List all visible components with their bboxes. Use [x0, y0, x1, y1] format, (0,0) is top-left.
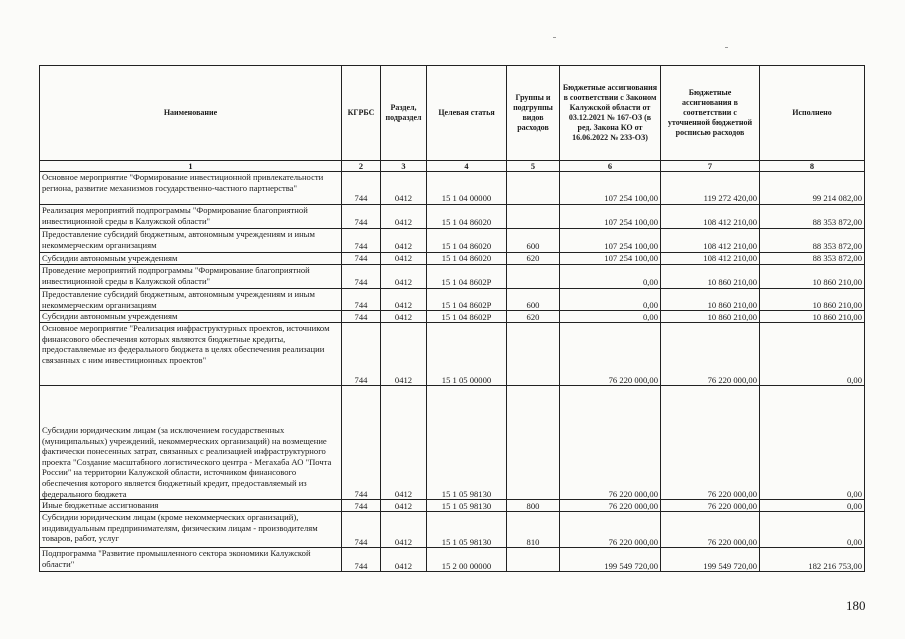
row-refined: 10 860 210,00 — [661, 265, 760, 289]
row-executed: 88 353 872,00 — [760, 229, 865, 253]
row-name: Подпрограмма "Развитие промышленного сектора экономики Калужской области" — [40, 548, 342, 572]
header-name: Наименование — [40, 66, 342, 161]
table-row — [40, 386, 865, 500]
row-section: 0412 — [381, 512, 427, 548]
column-number-row — [40, 161, 865, 172]
row-executed: 99 214 082,00 — [760, 172, 865, 205]
row-refined: 108 412 210,00 — [661, 229, 760, 253]
row-section: 0412 — [381, 548, 427, 572]
row-kgrbs: 744 — [342, 229, 381, 253]
row-kgrbs: 744 — [342, 289, 381, 311]
row-group — [507, 265, 560, 289]
row-kgrbs: 744 — [342, 311, 381, 323]
row-section: 0412 — [381, 229, 427, 253]
row-section: 0412 — [381, 386, 427, 500]
row-executed: 182 216 753,00 — [760, 548, 865, 572]
column-number: 1 — [40, 161, 342, 172]
row-target: 15 1 04 8602Р — [427, 289, 507, 311]
row-refined: 119 272 420,00 — [661, 172, 760, 205]
row-kgrbs: 744 — [342, 265, 381, 289]
row-group: 800 — [507, 500, 560, 512]
row-name: Предоставление субсидий бюджетным, автономным учреждениям и иным некоммерческим организациям — [40, 229, 342, 253]
row-group: 600 — [507, 229, 560, 253]
row-target: 15 1 04 86020 — [427, 253, 507, 265]
column-number: 2 — [342, 161, 381, 172]
header-row — [40, 66, 865, 161]
row-name: Субсидии автономным учреждениям — [40, 311, 342, 323]
row-group: 620 — [507, 253, 560, 265]
row-target: 15 1 04 00000 — [427, 172, 507, 205]
row-target: 15 1 05 98130 — [427, 500, 507, 512]
row-executed: 0,00 — [760, 386, 865, 500]
row-target: 15 1 04 86020 — [427, 205, 507, 229]
row-executed: 0,00 — [760, 323, 865, 386]
row-law: 76 220 000,00 — [560, 323, 661, 386]
row-law: 0,00 — [560, 265, 661, 289]
column-number: 8 — [760, 161, 865, 172]
row-section: 0412 — [381, 289, 427, 311]
header-section: Раздел, подраздел — [381, 66, 427, 161]
row-group — [507, 323, 560, 386]
row-executed: 10 860 210,00 — [760, 311, 865, 323]
row-name: Основное мероприятие "Формирование инвестиционной привлекательности региона, развитие механизмов государственно-частного партнерства" — [40, 172, 342, 205]
row-group — [507, 172, 560, 205]
row-refined: 76 220 000,00 — [661, 500, 760, 512]
row-group: 620 — [507, 311, 560, 323]
row-kgrbs: 744 — [342, 172, 381, 205]
column-number: 6 — [560, 161, 661, 172]
header-groups: Группы и подгруппы видов расходов — [507, 66, 560, 161]
row-law: 199 549 720,00 — [560, 548, 661, 572]
column-number: 7 — [661, 161, 760, 172]
row-refined: 76 220 000,00 — [661, 323, 760, 386]
column-number: 3 — [381, 161, 427, 172]
row-law: 0,00 — [560, 289, 661, 311]
row-name: Реализация мероприятий подпрограммы "Формирование благоприятной инвестиционной среды в Калужской области" — [40, 205, 342, 229]
row-section: 0412 — [381, 323, 427, 386]
header-law: Бюджетные ассигнования в соответствии с Законом Калужской области от 03.12.2021 № 167-ОЗ (в ред. Закона КО от 16.06.2022 № 233-ОЗ) — [560, 66, 661, 161]
row-name: Основное мероприятие "Реализация инфраструктурных проектов, источником финансового обеспечения которых являются бюджетные кредиты, предоставляемые из федерального бюджета в целях обеспечения реализации связанных с ним инвестиционных проектов" — [40, 323, 342, 386]
row-kgrbs: 744 — [342, 323, 381, 386]
table-row — [40, 512, 865, 548]
row-executed: 0,00 — [760, 512, 865, 548]
row-section: 0412 — [381, 172, 427, 205]
table-row — [40, 172, 865, 205]
row-section: 0412 — [381, 265, 427, 289]
row-refined: 10 860 210,00 — [661, 311, 760, 323]
header-target: Целевая статья — [427, 66, 507, 161]
row-target: 15 1 05 98130 — [427, 512, 507, 548]
row-target: 15 2 00 00000 — [427, 548, 507, 572]
budget-table — [39, 65, 865, 572]
row-law: 107 254 100,00 — [560, 172, 661, 205]
scan-mark — [553, 37, 556, 38]
scan-mark — [725, 47, 728, 48]
row-law: 107 254 100,00 — [560, 229, 661, 253]
row-section: 0412 — [381, 500, 427, 512]
row-group: 600 — [507, 289, 560, 311]
row-law: 0,00 — [560, 311, 661, 323]
row-name: Иные бюджетные ассигнования — [40, 500, 342, 512]
row-law: 76 220 000,00 — [560, 386, 661, 500]
row-name: Субсидии юридическим лицам (за исключением государственных (муниципальных) учреждений, некоммерческих организаций) на возмещение фактически понесенных затрат, связанных с реализацией инфраструктурного проекта "Создание масштабного логистического центра - Мегахаба АО "Почта России" на территории Калужской области, источником финансового обеспечения которого является бюджетный кредит, предоставляемый из федерального бюджета — [40, 386, 342, 500]
table-row — [40, 311, 865, 323]
column-number: 4 — [427, 161, 507, 172]
header-kgrbs: КГРБС — [342, 66, 381, 161]
row-kgrbs: 744 — [342, 386, 381, 500]
row-target: 15 1 04 86020 — [427, 229, 507, 253]
row-section: 0412 — [381, 253, 427, 265]
row-refined: 108 412 210,00 — [661, 253, 760, 265]
row-kgrbs: 744 — [342, 500, 381, 512]
row-refined: 108 412 210,00 — [661, 205, 760, 229]
table-row — [40, 548, 865, 572]
row-kgrbs: 744 — [342, 512, 381, 548]
table-row — [40, 205, 865, 229]
row-executed: 88 353 872,00 — [760, 205, 865, 229]
row-kgrbs: 744 — [342, 253, 381, 265]
row-section: 0412 — [381, 205, 427, 229]
row-refined: 199 549 720,00 — [661, 548, 760, 572]
row-refined: 10 860 210,00 — [661, 289, 760, 311]
row-executed: 10 860 210,00 — [760, 265, 865, 289]
row-executed: 0,00 — [760, 500, 865, 512]
row-section: 0412 — [381, 311, 427, 323]
row-name: Субсидии юридическим лицам (кроме некоммерческих организаций), индивидуальным предпринимателям, физическим лицам - производителям товаров, работ, услуг — [40, 512, 342, 548]
row-target: 15 1 05 98130 — [427, 386, 507, 500]
table-row — [40, 323, 865, 386]
row-law: 107 254 100,00 — [560, 253, 661, 265]
row-executed: 10 860 210,00 — [760, 289, 865, 311]
row-target: 15 1 04 8602Р — [427, 311, 507, 323]
table-row — [40, 500, 865, 512]
row-law: 76 220 000,00 — [560, 512, 661, 548]
table-row — [40, 253, 865, 265]
row-executed: 88 353 872,00 — [760, 253, 865, 265]
row-group: 810 — [507, 512, 560, 548]
table-row — [40, 229, 865, 253]
row-group — [507, 386, 560, 500]
row-kgrbs: 744 — [342, 205, 381, 229]
table-row — [40, 289, 865, 311]
row-name: Предоставление субсидий бюджетным, автономным учреждениям и иным некоммерческим организациям — [40, 289, 342, 311]
row-target: 15 1 04 8602Р — [427, 265, 507, 289]
row-group — [507, 205, 560, 229]
row-refined: 76 220 000,00 — [661, 386, 760, 500]
row-law: 76 220 000,00 — [560, 500, 661, 512]
row-target: 15 1 05 00000 — [427, 323, 507, 386]
row-law: 107 254 100,00 — [560, 205, 661, 229]
column-number: 5 — [507, 161, 560, 172]
page-number: 180 — [846, 598, 866, 613]
row-name: Проведение мероприятий подпрограммы "Формирование благоприятной инвестиционной среды в Калужской области" — [40, 265, 342, 289]
table-row — [40, 265, 865, 289]
header-executed: Исполнено — [760, 66, 865, 161]
row-name: Субсидии автономным учреждениям — [40, 253, 342, 265]
row-group — [507, 548, 560, 572]
header-refined: Бюджетные ассигнования в соответствии с уточненной бюджетной росписью расходов — [661, 66, 760, 161]
row-refined: 76 220 000,00 — [661, 512, 760, 548]
row-kgrbs: 744 — [342, 548, 381, 572]
